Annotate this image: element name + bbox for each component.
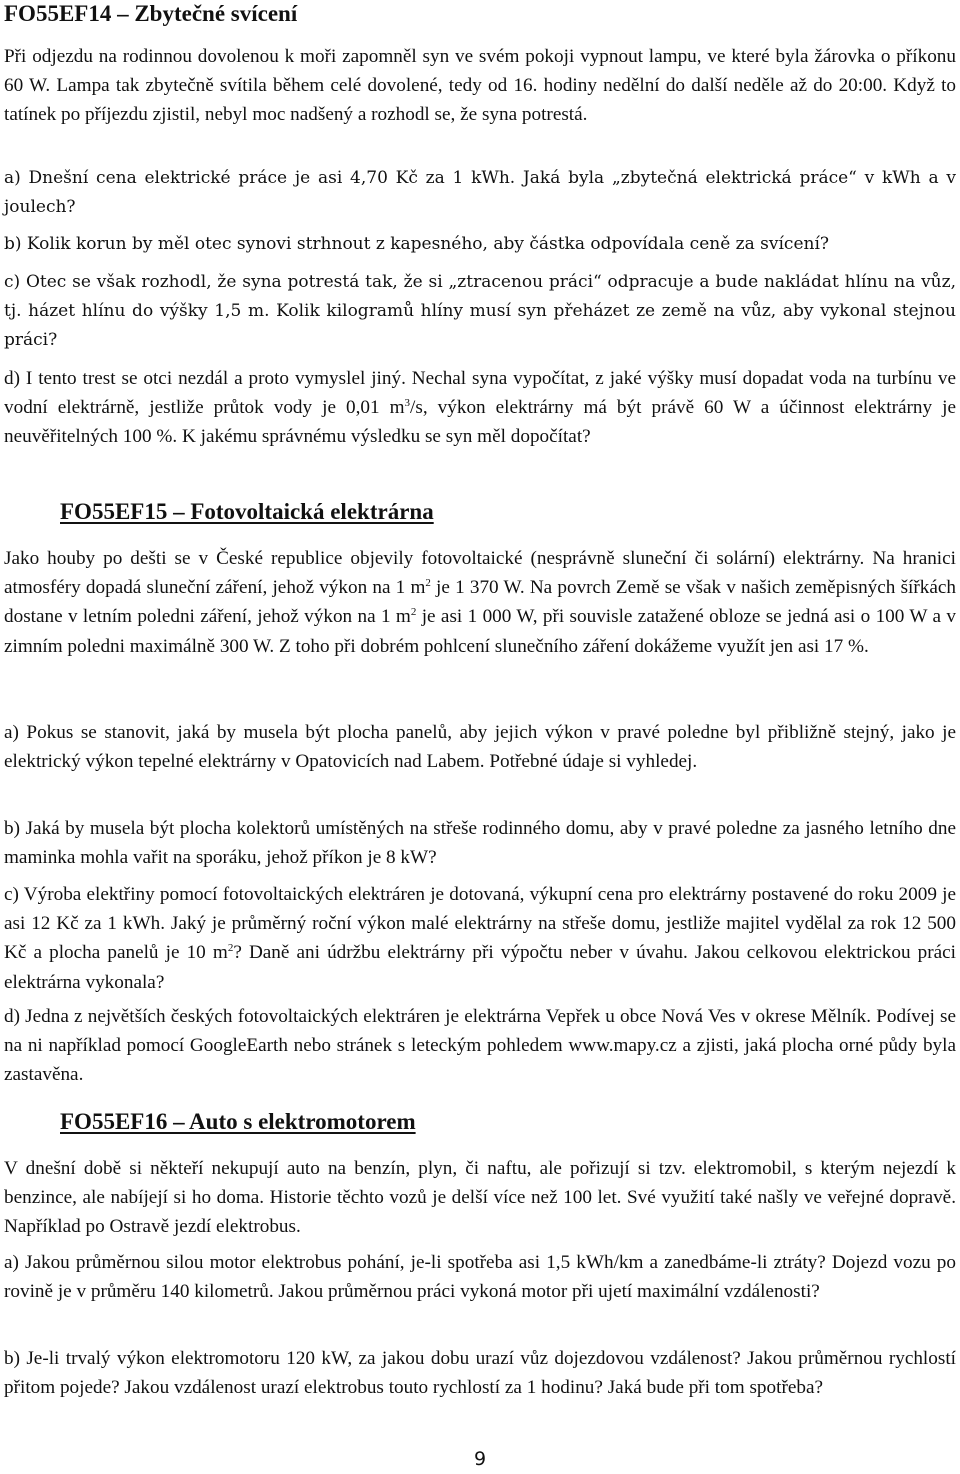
ef15-question-a: a) Pokus se stanovit, jaká by musela být plocha panelů, aby jejich výkon v pravé poledne byl přibližně stejný, jako je elektrický výkon tepelné elektrárny v Opatovicích nad Labem. Potřebné údaje si vyhledej.	[4, 722, 956, 773]
ef14-question-c: c) Otec se však rozhodl, že syna potrestá tak, že si „ztracenou práci“ odpracuje a bude nakládat hlínu na vůz, tj. házet hlínu do výšky 1,5 m. Kolik kilogramů hlíny musí syn přeházet ze země na vůz, aby vykonal stejnou práci?	[4, 272, 956, 351]
ef14-d-part2: /s, výkon elektrárny má být právě 60 W a účinnost elektrárny je neuvěřitelných 100 %. K jakému správnému výsledku se syn měl dopočítat?	[4, 397, 956, 448]
ef14-intro: Při odjezdu na rodinnou dovolenou k moři zapomněl syn ve svém pokoji vypnout lampu, ve které byla žárovka o příkonu 60 W. Lampa tak zbytečně svítila během celé dovolené, tedy od 16. hodiny nedělní do další neděle až do 20:00. Když to tatínek po příjezdu zjistil, nebyl moc nadšený a rozhodl se, že syna potrestá.	[4, 46, 956, 126]
ef15-question-d: d) Jedna z největších českých fotovoltaických elektráren je elektrárna Vepřek u obce Nová Ves v okrese Mělník. Podívej se na ni například pomocí GoogleEarth nebo stránek s leteckým pohledem www.mapy.cz a zjisti, jaká plocha orné půdy byla zastavěna.	[4, 1006, 956, 1086]
ef14-d-superscript: 3	[404, 397, 411, 410]
page-number: 9	[473, 1448, 487, 1470]
ef15-intro-part2: je 1 370 W. Na povrch Země se však v našich zeměpisných šířkách dostane v letním poledni záření, jehož výkon na 1 m	[4, 577, 956, 628]
ef15-intro-part3: je asi 1 000 W, při souvisle zatažené obloze se jedná asi o 100 W a v zimním poledni maximálně 300 W. Z toho při dobrém pohlcení slunečního záření dokážeme využít jen asi 17 %.	[4, 606, 956, 657]
ef15-c-part1: c) Výroba elektřiny pomocí fotovoltaických elektráren je dotovaná, výkupní cena pro elektrárny postavené do roku 2009 je asi 12 Kč za 1 kWh. Jaký je průměrný roční výkon malé elektrárny na střeše domu, jestliže majitel vydělal za rok 12 500 Kč a plocha panelů je 10 m	[4, 884, 956, 964]
ef14-d-part1: d) I tento trest se otci nezdál a proto vymyslel jiný. Nechal syna vypočítat, z jaké výšky musí dopadat voda na turbínu ve vodní elektrárně, jestliže průtok vody je 0,01 m	[4, 368, 956, 419]
ef14-question-a: a) Dnešní cena elektrické práce je asi 4,70 Kč za 1 kWh. Jaká byla „zbytečná elektrická práce“ v kWh a v joulech?	[4, 168, 956, 218]
ef15-intro-superscript-2: 2	[410, 606, 417, 619]
ef15-c-part2: ? Daně ani údržbu elektrárny při výpočtu neber v úvahu. Jakou celkovou elektrickou práci elektrárna vykonala?	[4, 942, 957, 993]
ef16-question-a: a) Jakou průměrnou silou motor elektrobus pohání, je-li spotřeba asi 1,5 kWh/km a zanedbáme-li ztráty? Dojezd vozu po rovině je v průměru 140 kilometrů. Jakou průměrnou práci vykoná motor při ujetí maximální vzdálenosti?	[4, 1252, 956, 1303]
section-title-ef15: FO55EF15 – Fotovoltaická elektrárna	[60, 499, 434, 524]
ef15-question-c	[4, 880, 956, 997]
ef15-c-superscript: 2	[227, 942, 234, 955]
ef16-question-b: b) Je-li trvalý výkon elektromotoru 120 kW, za jakou dobu urazí vůz dojezdovou vzdálenost? Jakou průměrnou rychlostí přitom pojede? Jakou vzdálenost urazí elektrobus touto rychlostí za 1 hodinu? Jaká bude při tom spotřeba?	[4, 1348, 956, 1399]
ef14-question-d	[4, 364, 956, 452]
ef16-intro: V dnešní době si někteří nekupují auto na benzín, plyn, či naftu, ale pořizují si tzv. elektromobil, s kterým nejezdí k benzince, ale nabíjejí si ho doma. Historie těchto vozů je delší více než 100 let. Své využití také našly ve veřejné dopravě. Například po Ostravě jezdí elektrobus.	[4, 1158, 956, 1238]
ef14-question-b: b) Kolik korun by měl otec synovi strhnout z kapesného, aby částka odpovídala ceně za svícení?	[4, 234, 830, 254]
ef15-intro-part1: Jako houby po dešti se v České republice objevily fotovoltaické (nesprávně sluneční či solární) elektrárny. Na hranici atmosféry dopadá sluneční záření, jehož výkon na 1 m	[4, 548, 956, 599]
ef15-intro	[4, 544, 956, 661]
section-title-ef14: FO55EF14 – Zbytečné svícení	[4, 1, 298, 26]
section-title-ef16: FO55EF16 – Auto s elektromotorem	[60, 1109, 416, 1134]
ef15-intro-superscript-1: 2	[425, 577, 431, 590]
ef15-question-b: b) Jaká by musela být plocha kolektorů umístěných na střeše rodinného domu, aby v pravé poledne za jasného letního dne maminka mohla vařit na sporáku, jehož příkon je 8 kW?	[4, 818, 956, 869]
